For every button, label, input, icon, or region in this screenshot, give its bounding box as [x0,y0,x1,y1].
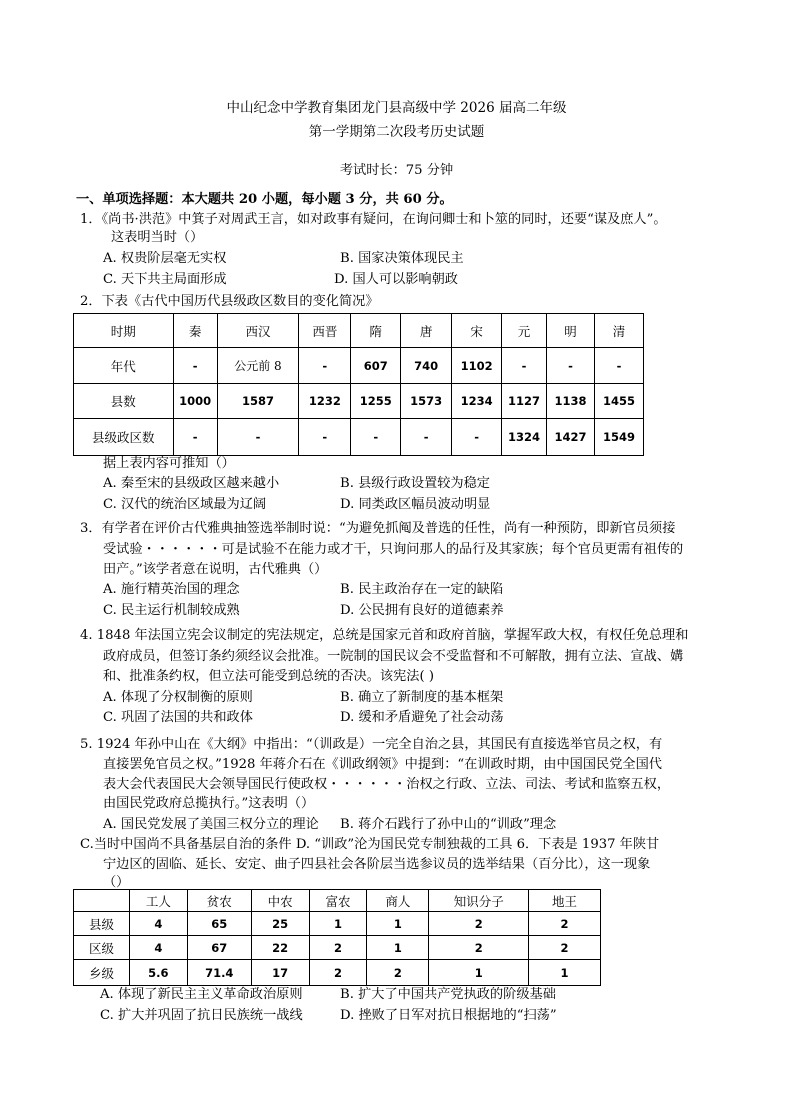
table-cell: 2 [429,912,529,936]
table-cell: 1587 [217,384,299,419]
table-cell: 1102 [452,348,502,384]
table-cell: 740 [401,348,452,384]
q2-col-header: 西汉 [217,314,299,348]
q5-line4: 由国民党政府总揽执行。”这表明（） [103,796,315,811]
table-cell: 1232 [299,384,351,419]
q2-col-header: 隋 [351,314,401,348]
table-cell: 1324 [502,419,547,456]
q2-table [73,313,644,456]
table-row [74,419,644,456]
table-cell: 71.4 [187,960,251,986]
q4-option-c: C. 巩固了法国的共和政体 [103,710,253,725]
table-cell: 22 [251,936,309,960]
q2-col-header: 唐 [401,314,452,348]
table-cell: 1000 [173,384,217,419]
exam-title-line2: 第一学期第二次段考历史试题 [308,124,485,140]
q3-option-d: D. 公民拥有良好的道德素养 [340,603,504,618]
table-cell: - [594,348,643,384]
table-cell: 1455 [594,384,643,419]
table-cell: 1 [309,912,367,936]
q5-line1: 5. 1924 年孙中山在《大纲》中指出：“（训政是）一完全自治之县，其国民有直接选举官员之权，有 [80,737,663,752]
q2-after: 据上表内容可推知（） [103,456,235,471]
q6-col-header: 地王 [529,890,601,912]
q2-option-a: A. 秦至宋的县级政区越来越小 [103,476,280,491]
table-cell: - [299,348,351,384]
table-cell: 1138 [547,384,595,419]
table-cell: 2 [309,936,367,960]
table-cell: - [502,348,547,384]
table-cell: 1 [529,960,601,986]
table-row [74,912,601,936]
table-cell: 2 [367,960,429,986]
q2-col-header: 西晋 [299,314,351,348]
q2-option-c: C. 汉代的统治区域最为辽阔 [103,497,267,512]
q1-stem-line2: 这表明当时（） [111,230,204,245]
table-cell: 2 [429,936,529,960]
table-cell: 1127 [502,384,547,419]
q6-col-header [74,890,130,912]
q5-option-a: A. 国民党发展了美国三权分立的理论 [103,817,319,832]
table-cell: 1255 [351,384,401,419]
q6-line3: （） [103,875,130,890]
table-cell: 67 [187,936,251,960]
q2-table-header-row [74,314,644,348]
table-cell: 1573 [401,384,452,419]
q3-line3: 田产。”该学者意在说明，古代雅典（） [103,562,328,577]
q4-option-b: B. 确立了新制度的基本框架 [340,690,504,705]
q5-option-cd-q6-line1: C.当时中国尚不具备基层自治的条件 D. “训政”沦为国民党专制独裁的工具 6．下表是 1937 年陕甘 [80,837,660,852]
exam-title-line1: 中山纪念中学教育集团龙门县高级中学 2026 届高二年级 [226,100,567,116]
table-cell: 5.6 [129,960,187,986]
table-cell: - [299,419,351,456]
q2-col-header: 元 [502,314,547,348]
q3-line1: 3．有学者在评价古代雅典抽签选举制时说：“为避免抓阄及普选的任性，尚有一种预防，即新官员须接 [80,521,676,536]
q2-option-b: B. 县级行政设置较为稳定 [340,476,490,491]
q1-option-d: D. 国人可以影响朝政 [334,272,458,287]
table-cell: - [173,348,217,384]
table-cell: 区级 [74,936,130,960]
q6-col-header: 贫农 [187,890,251,912]
table-cell: 65 [187,912,251,936]
q4-line1: 4. 1848 年法国立宪会议制定的宪法规定，总统是国家元首和政府首脑，掌握军政大权，有权任免总理和 [80,628,689,643]
table-cell: 1 [367,936,429,960]
q6-table-header-row [74,890,601,912]
q4-option-d: D. 缓和矛盾避免了社会动荡 [340,710,504,725]
q6-col-header: 工人 [129,890,187,912]
q5-line2: 直接罢免官员之权。”1928 年蒋介石在《训政纲领》中提到：“在训政时期，由中国国民党全国代 [103,757,662,772]
q4-line2: 政府成员，但签订条约须经议会批准。一院制的国民议会不受监督和不可解散，拥有立法、宣战、媾 [103,649,684,664]
q5-line3: 表大会代表国民大会领导国民行使政权・・・・・・治权之行政、立法、司法、考试和监察五权， [103,777,671,792]
q3-line2: 受试验・・・・・・可是试验不在能力或才干，只询问那人的品行及其家族；每个官员更需有祖传的 [103,542,684,557]
q2-col-header: 宋 [452,314,502,348]
table-cell: 2 [309,960,367,986]
table-cell: - [547,348,595,384]
q6-col-header: 知识分子 [429,890,529,912]
table-cell: 公元前 8 [217,348,299,384]
section-heading: 一、单项选择题：本大题共 20 小题，每小题 3 分，共 60 分。 [76,192,453,207]
q2-stem: 2．下表《古代中国历代县级政区数目的变化简况》 [80,294,379,309]
q4-line3: 和、批准条约权，但立法可能受到总统的否决。该宪法( ) [103,669,434,684]
table-cell: - [452,419,502,456]
q1-option-c: C. 天下共主局面形成 [103,272,227,287]
table-cell: 1549 [594,419,643,456]
table-cell: 4 [129,936,187,960]
table-cell: - [173,419,217,456]
table-cell: - [217,419,299,456]
q2-option-d: D. 同类政区幅员波动明显 [340,497,491,512]
table-row [74,348,644,384]
table-row [74,384,644,419]
q1-option-b: B. 国家决策体现民主 [340,251,464,266]
q6-col-header: 商人 [367,890,429,912]
table-cell: 1234 [452,384,502,419]
table-cell: 607 [351,348,401,384]
table-cell: 县级 [74,912,130,936]
q2-col-header: 秦 [173,314,217,348]
table-cell: 乡级 [74,960,130,986]
table-cell: 县数 [74,384,174,419]
q6-col-header: 富农 [309,890,367,912]
table-cell: 2 [529,912,601,936]
table-cell: 县级政区数 [74,419,174,456]
table-cell: - [401,419,452,456]
table-cell: 1427 [547,419,595,456]
q3-option-a: A. 施行精英治国的理念 [103,582,240,597]
q6-option-d: D. 挫败了日军对抗日根据地的“扫荡” [340,1008,557,1023]
q4-option-a: A. 体现了分权制衡的原则 [103,690,253,705]
table-cell: 1 [429,960,529,986]
q1-option-a: A. 权贵阶层毫无实权 [103,251,227,266]
q5-option-b: B. 蒋介石践行了孙中山的“训政”理念 [340,817,557,832]
q6-option-b: B. 扩大了中国共产党执政的阶级基础 [340,987,556,1002]
table-cell: - [351,419,401,456]
table-cell: 年代 [74,348,174,384]
exam-duration: 考试时长：75 分钟 [339,163,454,178]
q3-option-c: C. 民主运行机制较成熟 [103,603,240,618]
q6-line2: 宁边区的固临、延长、安定、曲子四县社会各阶层当选参议员的选举结果（百分比），这一现象 [103,857,651,872]
q6-table [73,889,601,986]
table-cell: 2 [529,936,601,960]
q2-col-header: 明 [547,314,595,348]
table-cell: 25 [251,912,309,936]
q3-option-b: B. 民主政治存在一定的缺陷 [340,582,504,597]
q6-col-header: 中农 [251,890,309,912]
q2-col-header: 时期 [74,314,174,348]
q6-option-a: A. 体现了新民主主义革命政治原则 [100,987,303,1002]
table-cell: 1 [367,912,429,936]
q6-option-c: C. 扩大并巩固了抗日民族统一战线 [100,1008,303,1023]
table-cell: 4 [129,912,187,936]
table-row [74,960,601,986]
table-row [74,936,601,960]
q1-stem-line1: 1．《尚书·洪范》中箕子对周武王言，如对政事有疑问，在询问卿士和卜筮的同时，还要“谋及庶人”。 [80,212,667,227]
q2-col-header: 清 [594,314,643,348]
table-cell: 17 [251,960,309,986]
